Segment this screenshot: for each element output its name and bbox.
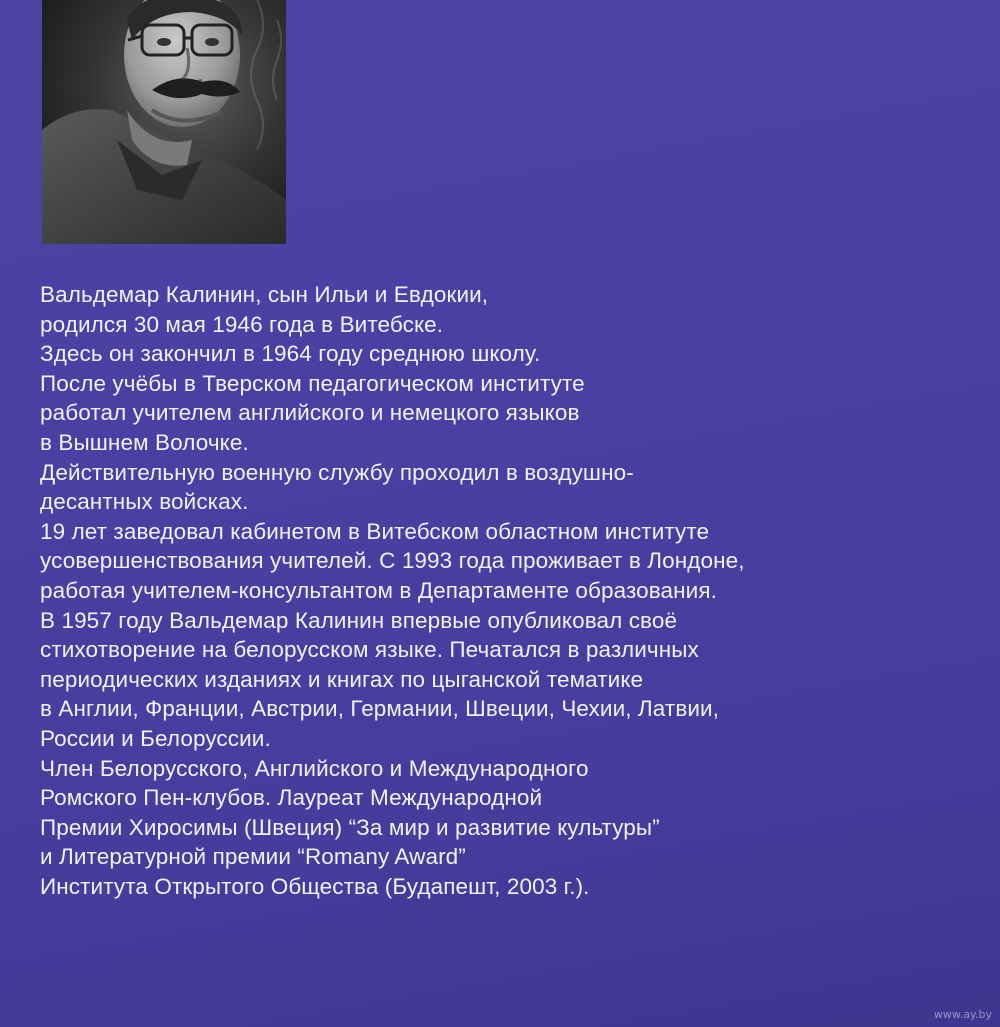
bio-line: работая учителем-консультантом в Департаменте образования.	[40, 577, 717, 603]
bio-line: в Вышнем Волочке.	[40, 429, 249, 455]
bio-line: десантных войсках.	[40, 489, 249, 515]
author-portrait-icon	[42, 0, 286, 244]
bio-line: Вальдемар Калинин, сын Ильи и Евдокии,	[40, 282, 489, 307]
bio-line: периодических изданиях и книгах по цыганской тематике	[40, 666, 644, 692]
bio-line: После учёбы в Тверском педагогическом институте	[40, 370, 585, 396]
bio-line: и Литературной премии “Romany Award”	[40, 844, 466, 870]
watermark: www.ay.by	[933, 1008, 992, 1021]
bio-line: стихотворение на белорусском языке. Печатался в различных	[40, 637, 699, 663]
bio-line: Здесь он закончил в 1964 году среднюю школу.	[40, 341, 541, 367]
bio-line: В 1957 году Вальдемар Калинин впервые опубликовал своё	[40, 607, 678, 633]
bio-line: работал учителем английского и немецкого языков	[40, 400, 580, 426]
bio-line: Действительную военную службу проходил в воздушно-	[40, 459, 634, 485]
bio-line: родился 30 мая 1946 года в Витебске.	[40, 311, 444, 337]
bio-line: Ромского Пен-клубов. Лауреат Международной	[40, 785, 543, 811]
bio-line: Института Открытого Общества (Будапешт, 2003 г.).	[40, 873, 590, 899]
bio-line: в Англии, Франции, Австрии, Германии, Швеции, Чехии, Латвии,	[40, 696, 720, 722]
author-biography	[40, 280, 995, 901]
bio-line: усовершенствования учителей. С 1993 года проживает в Лондоне,	[40, 548, 745, 574]
bio-line: России и Белоруссии.	[40, 725, 271, 751]
bio-line: 19 лет заведовал кабинетом в Витебском областном институте	[40, 518, 710, 544]
bio-line: Член Белорусского, Английского и Международного	[40, 755, 589, 781]
bio-line: Премии Хиросимы (Швеция) “За мир и развитие культуры”	[40, 814, 660, 840]
author-photo	[42, 0, 286, 244]
